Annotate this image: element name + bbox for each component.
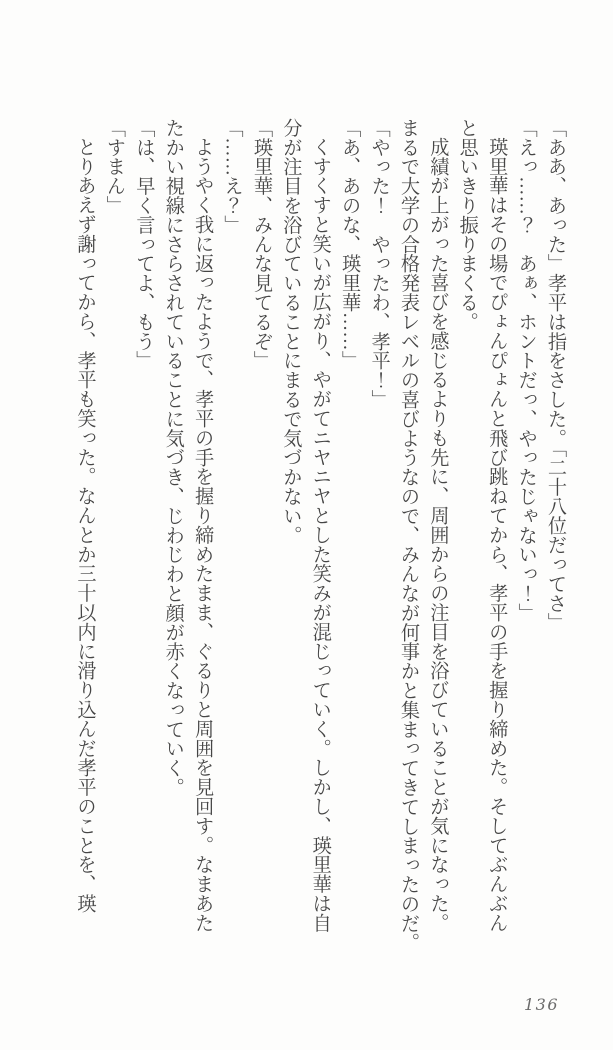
page-number: 136 <box>524 995 560 1014</box>
text-line: 「やった！ やったわ、孝平！」 <box>368 118 390 409</box>
text-line: 「瑛里華、みんな見てるぞ」 <box>250 118 272 371</box>
text-line: ようやく我に返ったようで、孝平の手を握り締めたまま、ぐるりと周囲を見回す。なまあた <box>192 137 214 933</box>
text-line: 「あ、あのな、瑛里華……」 <box>339 118 361 371</box>
text-line: 分が注目を浴びていることにまるで気づかない。 <box>280 118 302 545</box>
text-line: たかい視線にさらされていることに気づき、じわじわと顔が赤くなっていく。 <box>162 118 184 797</box>
text-line: 「すまん」 <box>103 118 125 215</box>
text-line: 「……え？」 <box>221 118 243 235</box>
text-line: と思いきり振りまくる。 <box>456 118 478 332</box>
text-line: 「えっ……？ あぁ、ホントだっ、やったじゃないっ！」 <box>515 118 537 623</box>
text-line: 「ああ、あった」孝平は指をさした。「二十八位だってさ」 <box>545 118 566 633</box>
text-line: 「は、早く言ってよ、もう」 <box>133 118 155 371</box>
novel-text-block <box>70 118 570 968</box>
text-line: とりあえず謝ってから、孝平も笑った。なんとか三十以内に滑り込んだ孝平のことを、瑛 <box>74 137 96 914</box>
text-line: 成績が上がった喜びを感じるよりも先に、周囲からの注目を浴びていることが気になった。 <box>427 137 449 933</box>
text-line: 瑛里華はその場でぴょんぴょんと飛び跳ねてから、孝平の手を握り締めた。そしてぶんぶん <box>486 137 508 933</box>
text-line: まるで大学の合格発表レベルの喜びようなので、みんなが何事かと集まってきてしまったのだ。 <box>397 118 419 953</box>
text-line: くすくすと笑いが広がり、やがてニヤニヤとした笑みが混じっていく。しかし、瑛里華は自 <box>309 137 331 933</box>
